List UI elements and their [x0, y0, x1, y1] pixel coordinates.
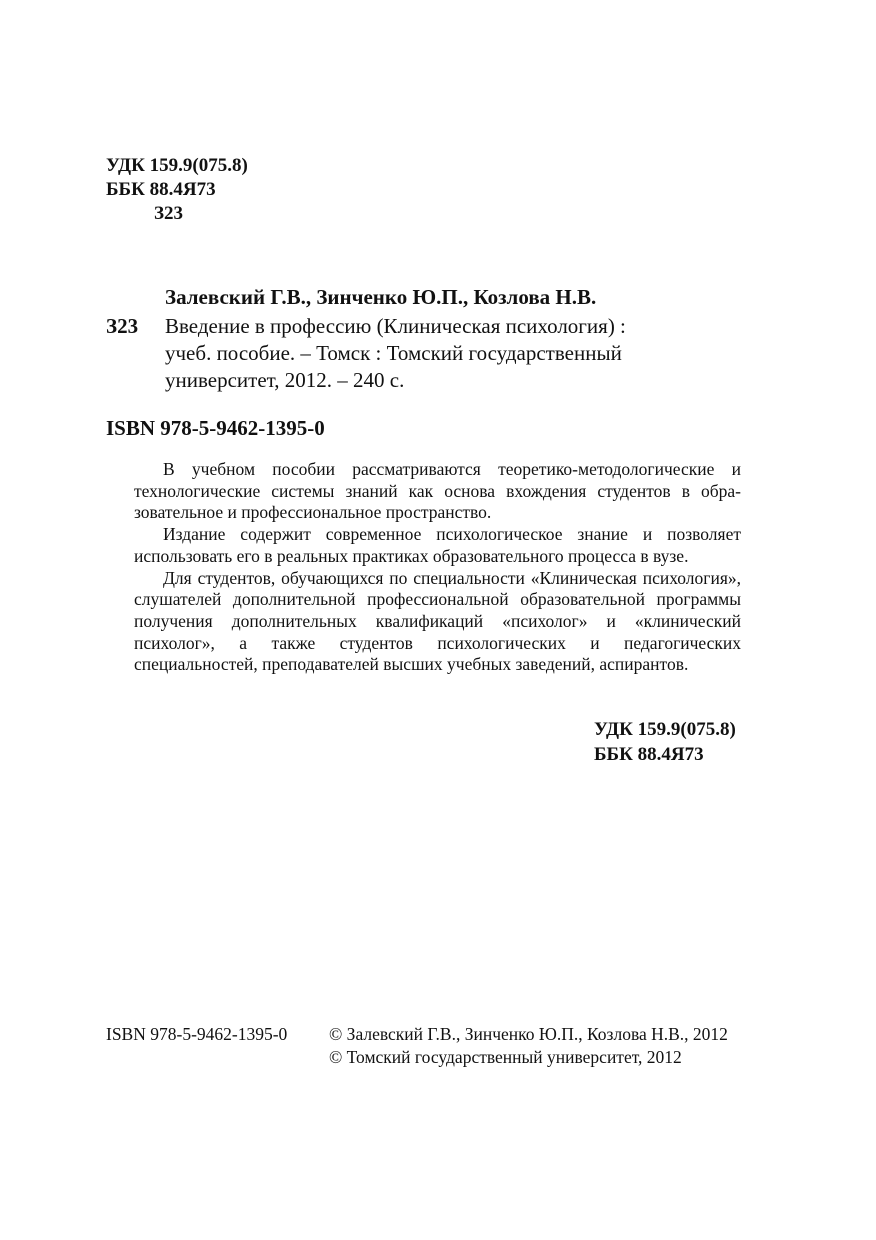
bbk-code-bottom: ББК 88.4Я73 [594, 744, 704, 765]
bbk-code: ББК 88.4Я73 [106, 179, 216, 200]
isbn: ISBN 978-5-9462-1395-0 [106, 416, 325, 440]
bibliography-line: Введение в профессию (Клиническая психология) : [165, 314, 626, 338]
udk-code-bottom: УДК 159.9(075.8) [594, 719, 736, 740]
authors: Залевский Г.В., Зинченко Ю.П., Козлова Н.В. [165, 285, 597, 309]
copyright-university: © Томский государственный университет, 2012 [329, 1047, 682, 1067]
abstract-paragraph: В учебном пособии рассматриваются теоретико-методологические и технологические системы знаний как основа вхождения студентов в образовательное и профессиональное пространство. [134, 459, 741, 523]
abstract [134, 459, 741, 676]
bibliography-line: университет, 2012. – 240 с. [165, 368, 405, 392]
udk-code: УДК 159.9(075.8) [106, 155, 248, 176]
copyright-authors: © Залевский Г.В., Зинченко Ю.П., Козлова Н.В., 2012 [329, 1024, 728, 1044]
author-code: З23 [154, 203, 184, 224]
bibliography-line: учеб. пособие. – Томск : Томский государственный [165, 341, 622, 365]
bibliography-code: З23 [106, 314, 139, 338]
abstract-paragraph: Для студентов, обучающихся по специальности «Клиническая психология», слушателей дополнительной профессиональной образовательной программы получения дополнительных квалификаций «психолог» и «клинический психолог», а также студентов психологических и педагогических специальностей, преподавателей высших учебных заведений, аспирантов. [134, 567, 741, 675]
abstract-paragraph: Издание содержит современное психологическое знание и позволяет использовать его в реальных практиках образовательного процесса в вузе. [134, 524, 741, 566]
footer-isbn: ISBN 978-5-9462-1395-0 [106, 1024, 288, 1044]
